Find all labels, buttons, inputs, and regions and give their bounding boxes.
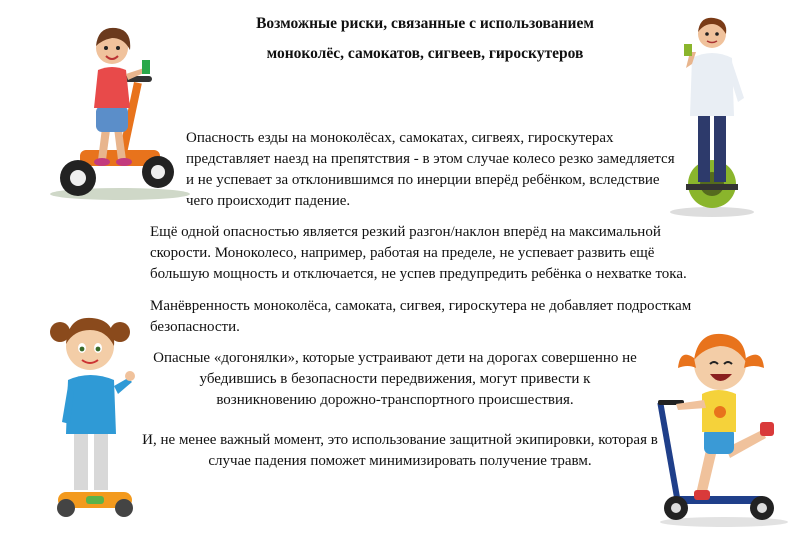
- hoverboard-icon: [57, 492, 133, 517]
- segway-girl-illustration: [40, 10, 190, 200]
- monowheel-icon: [686, 160, 738, 208]
- paragraph-maneuverability: Манёвренность моноколёса, самоката, сигвея, гироскутера не добавляет подросткам безопасности.: [150, 298, 692, 335]
- girl-figure: [50, 318, 135, 490]
- monowheel-man-illustration: [660, 8, 770, 218]
- scooter-girl-illustration: [650, 318, 795, 528]
- page-title-line-1: Возможные риски, связанные с использованием: [256, 15, 594, 32]
- shadow: [670, 207, 754, 217]
- girl-figure: [676, 334, 774, 500]
- paragraph-road-games: Опасные «догонялки», которые устраивают дети на дорогах совершенно не убедившись в безопасности передвижения, могут привести к возникновению дорожно-транспортного происшествия.: [153, 350, 637, 408]
- paragraph-acceleration-risk: Ещё одной опасностью является резкий разгон/наклон вперёд на максимальной скорости. Моноколесо, например, работая на пределе, не успевает развить ещё большую мощность и отключается, не успев предупредить ребёнка о нехватке тока.: [150, 224, 687, 282]
- paragraph-obstacle-risk: Опасность езды на моноколёсах, самокатах, сигвеях, гироскутерах представляет наезд на препятствия - в этом случае колесо резко замедляется и не успевает за отклонившимся по инерции вперёд ребёнком, вследствие чего происходит падение.: [186, 130, 675, 209]
- man-figure: [684, 18, 744, 182]
- paragraph-protective-gear: И, не менее важный момент, это использование защитной экипировки, которая в случае падения поможет минимизировать получение травм.: [142, 432, 658, 469]
- hoverboard-girl-illustration: [40, 300, 150, 525]
- girl-figure: [94, 28, 150, 166]
- page-title-line-2: моноколёс, самокатов, сигвеев, гироскутеров: [266, 45, 584, 62]
